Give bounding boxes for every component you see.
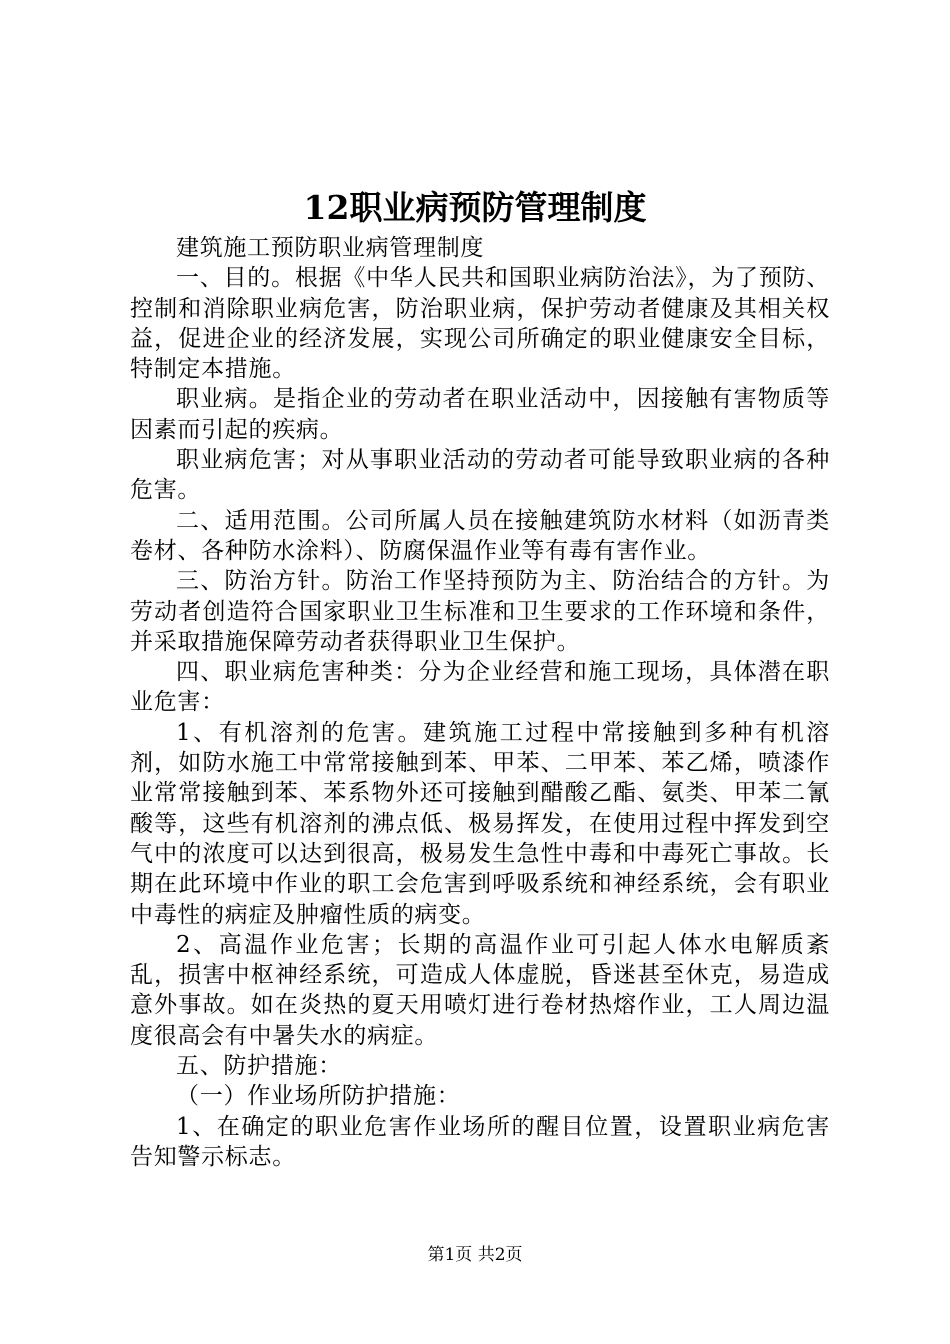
paragraph: 建筑施工预防职业病管理制度 bbox=[176, 235, 485, 261]
page-footer: 第1页 共2页 bbox=[427, 1245, 523, 1265]
paragraph: 四、职业病危害种类：分为企业经营和施工现场，具体潜在职业危害： bbox=[130, 659, 830, 716]
paragraph: 一、目的。根据《中华人民共和国职业病防治法》，为了预防、控制和消除职业病危害，防治职业病，保护劳动者健康及其相关权益，促进企业的经济发展，实现公司所确定的职业健康安全目标，特制定本措施。 bbox=[130, 265, 830, 383]
document-title: 12职业病预防管理制度 bbox=[303, 188, 647, 227]
paragraph: （一）作业场所防护措施： bbox=[176, 1083, 461, 1110]
document-body bbox=[130, 233, 830, 1172]
paragraph: 职业病。是指企业的劳动者在职业活动中，因接触有害物质等因素而引起的疾病。 bbox=[130, 386, 830, 443]
paragraph: 2、高温作业危害；长期的高温作业可引起人体水电解质紊乱，损害中枢神经系统，可造成人体虚脱，昏迷甚至休克，易造成意外事故。如在炎热的夏天用喷灯进行卷材热熔作业，工人周边温度很高会有中暑失水的病症。 bbox=[130, 931, 830, 1049]
paragraph: 五、防护措施： bbox=[176, 1053, 342, 1080]
paragraph: 二、适用范围。公司所属人员在接触建筑防水材料（如沥青类卷材、各种防水涂料）、防腐保温作业等有毒有害作业。 bbox=[130, 507, 830, 564]
paragraph: 职业病危害；对从事职业活动的劳动者可能导致职业病的各种危害。 bbox=[130, 447, 830, 504]
paragraph: 三、防治方针。防治工作坚持预防为主、防治结合的方针。为劳动者创造符合国家职业卫生标准和卫生要求的工作环境和条件，并采取措施保障劳动者获得职业卫生保护。 bbox=[130, 568, 830, 655]
paragraph: 1、有机溶剂的危害。建筑施工过程中常接触到多种有机溶剂，如防水施工中常常接触到苯、甲苯、二甲苯、苯乙烯，喷漆作业常常接触到苯、苯系物外还可接触到醋酸乙酯、氨类、甲苯二氰酸等，这些有机溶剂的沸点低、极易挥发，在使用过程中挥发到空气中的浓度可以达到很高，极易发生急性中毒和中毒死亡事故。长期在此环境中作业的职工会危害到呼吸系统和神经系统，会有职业中毒性的病症及肿瘤性质的病变。 bbox=[130, 719, 830, 928]
paragraph: 1、在确定的职业危害作业场所的醒目位置，设置职业病危害告知警示标志。 bbox=[130, 1113, 830, 1170]
